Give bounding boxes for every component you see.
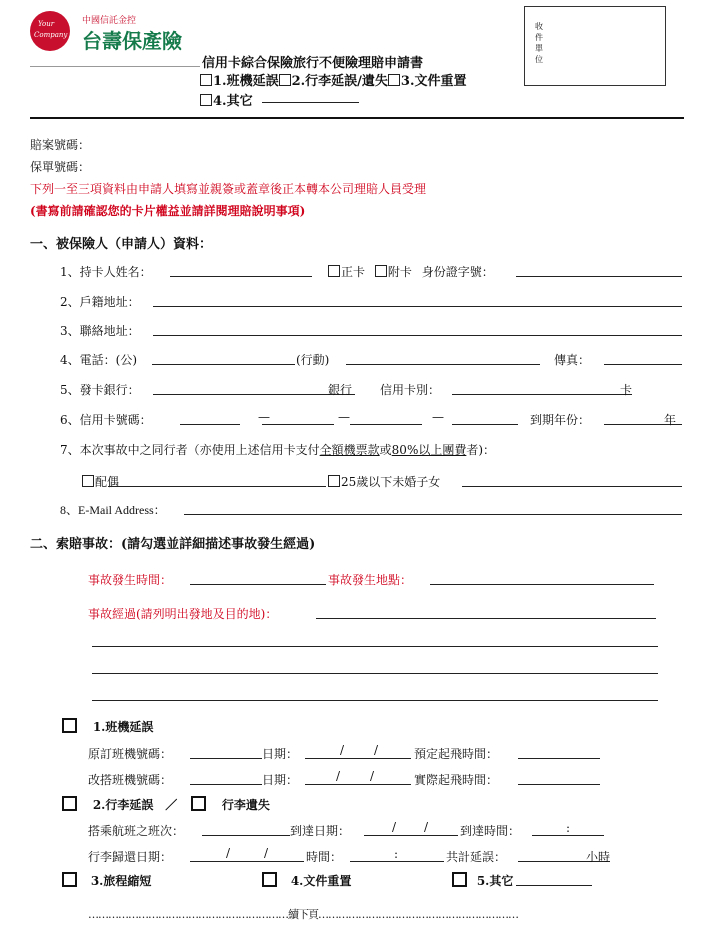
incident-time-label: 事故發生時間： <box>88 573 173 587</box>
arrival-time-field[interactable] <box>532 835 604 836</box>
card-number-dash-1: — <box>258 410 270 424</box>
incident-process-field-2[interactable] <box>92 646 658 647</box>
registered-address-label: 2、戶籍地址： <box>60 295 140 309</box>
arrival-time-label: 到達時間： <box>460 824 521 838</box>
baggage-delay-title: 2.行李延誤 <box>92 798 154 812</box>
continued-next-page: ……………………………………………………續下頁…………………………………………………… <box>88 908 518 921</box>
spouse-checkbox[interactable] <box>82 475 94 487</box>
children-option <box>328 473 440 490</box>
actual-departure-field[interactable] <box>518 784 600 785</box>
logo-text-line2: Company <box>34 31 68 39</box>
arrival-date-field[interactable] <box>364 835 458 836</box>
flight-delay-section <box>62 718 153 735</box>
card-number-dash-3: — <box>432 410 444 424</box>
document-replacement-option <box>262 872 351 889</box>
alternate-date-field[interactable] <box>305 784 411 785</box>
mobile-phone-field[interactable] <box>346 364 540 365</box>
baggage-lost-title: 行李遺失 <box>221 798 270 812</box>
notice-reminder: (書寫前請確認您的卡片權益並請詳閱理賠說明事項) <box>30 204 306 218</box>
scheduled-departure-label: 預定起飛時間： <box>414 747 499 761</box>
trip-shortened-checkbox[interactable] <box>62 872 77 887</box>
alternate-date-label: 日期： <box>262 773 299 787</box>
hours-suffix: 小時 <box>586 850 611 864</box>
option-other-label: 4.其它 <box>213 94 253 109</box>
children-checkbox[interactable] <box>328 475 340 487</box>
company-group-name: 中國信託金控 <box>82 16 137 26</box>
original-flight-label: 原訂班機號碼： <box>88 747 173 761</box>
issuing-bank-label: 5、發卡銀行： <box>60 383 140 397</box>
id-number-label: 身份證字號： <box>421 265 494 279</box>
company-name: 台壽保產險 <box>82 29 182 53</box>
children-label: 25歲以下未婚子女 <box>341 475 441 489</box>
section2-title: 二、索賠事故：(請勾選並詳細描述事故發生經過) <box>30 537 316 552</box>
primary-card-checkbox[interactable] <box>328 265 340 277</box>
return-time-field[interactable] <box>350 861 444 862</box>
spouse-label: 配偶 <box>95 475 120 489</box>
mobile-phone-label: (行動) <box>296 353 330 367</box>
notice-text: 下列一至三項資料由申請人填寫並親簽或蓋章後正本轉本公司理賠人員受理 <box>30 182 427 196</box>
other-field[interactable] <box>516 885 592 886</box>
primary-card-label: 正卡 <box>341 265 366 279</box>
year-suffix: 年 <box>664 413 677 427</box>
card-number-dash-2: — <box>338 410 350 424</box>
arrival-date-slash-2: / <box>424 820 429 834</box>
receipt-stamp-box <box>524 6 666 86</box>
fax-field[interactable] <box>604 364 682 365</box>
incident-process-field-3[interactable] <box>92 673 658 674</box>
other-option <box>452 872 513 889</box>
original-date-slash-2: / <box>374 743 379 757</box>
option-document-checkbox[interactable] <box>388 74 400 86</box>
flight-number-label: 搭乘航班之班次： <box>88 824 185 838</box>
card-suffix: 卡 <box>620 383 633 397</box>
office-phone-label: 4、電話：(公) <box>60 353 137 367</box>
actual-departure-label: 實際起飛時間： <box>414 773 499 787</box>
form-title: 信用卡綜合保險旅行不便險理賠申請書 <box>202 56 424 71</box>
receipt-stamp-label: 收 件 單 位 <box>535 22 543 64</box>
card-number-field-2[interactable] <box>262 424 334 425</box>
supplementary-card-label: 附卡 <box>387 265 412 279</box>
card-category-label: 信用卡別： <box>380 383 441 397</box>
total-delay-label: 共計延誤： <box>446 850 507 864</box>
claim-type-options <box>200 70 466 89</box>
email-label: 8、E-Mail Address： <box>60 503 166 517</box>
arrival-date-slash-1: / <box>392 820 397 834</box>
flight-delay-title: 1.班機延誤 <box>92 720 154 734</box>
arrival-time-colon: : <box>566 821 571 835</box>
baggage-delay-checkbox[interactable] <box>62 796 77 811</box>
arrival-date-label: 到達日期： <box>290 824 351 838</box>
option-flight-delay-checkbox[interactable] <box>200 74 212 86</box>
flight-delay-checkbox[interactable] <box>62 718 77 733</box>
card-type-choice <box>328 263 494 280</box>
other-checkbox[interactable] <box>452 872 467 887</box>
trip-shortened-option <box>62 872 151 889</box>
option-other-row <box>200 90 253 109</box>
expiry-year-label: 到期年份： <box>530 413 591 427</box>
cardholder-name-label: 1、持卡人姓名： <box>60 265 152 279</box>
option-baggage-label: 2.行李延誤/遺失 <box>291 74 388 89</box>
return-date-label: 行李歸還日期： <box>88 850 173 864</box>
policy-number-label: 保單號碼： <box>30 160 91 174</box>
baggage-lost-checkbox[interactable] <box>191 796 206 811</box>
original-date-field[interactable] <box>305 758 411 759</box>
document-replacement-label: 4.文件重置 <box>290 874 352 888</box>
office-phone-field[interactable] <box>152 364 295 365</box>
claim-number-label: 賠案號碼： <box>30 138 91 152</box>
incident-process-field-1[interactable] <box>316 618 656 619</box>
scheduled-departure-field[interactable] <box>518 758 600 759</box>
option-other-blank[interactable] <box>262 102 359 103</box>
option-flight-delay-label: 1.班機延誤 <box>213 74 279 89</box>
original-flight-field[interactable] <box>190 758 262 759</box>
return-time-colon: : <box>394 847 399 861</box>
fax-label: 傳真： <box>554 353 591 367</box>
option-other-checkbox[interactable] <box>200 94 212 106</box>
spouse-option <box>82 473 119 490</box>
option-document-label: 3.文件重置 <box>400 74 467 89</box>
supplementary-card-checkbox[interactable] <box>375 265 387 277</box>
original-date-slash-1: / <box>340 743 345 757</box>
card-number-field-4[interactable] <box>452 424 518 425</box>
incident-place-label: 事故發生地點： <box>328 573 413 587</box>
alternate-flight-field[interactable] <box>190 784 262 785</box>
card-number-field-1[interactable] <box>180 424 240 425</box>
header-separator <box>30 117 684 119</box>
bank-suffix: 銀行 <box>328 383 353 397</box>
trip-shortened-label: 3.旅程縮短 <box>90 874 152 888</box>
return-time-label: 時間： <box>306 850 343 864</box>
alternate-date-slash-2: / <box>370 769 375 783</box>
children-field[interactable] <box>462 486 682 487</box>
document-replacement-checkbox[interactable] <box>262 872 277 887</box>
registered-address-field[interactable] <box>153 306 682 307</box>
contact-address-label: 3、聯絡地址： <box>60 324 140 338</box>
incident-process-label: 事故經過(請列明出發地及目的地)： <box>88 607 278 621</box>
flight-number-field[interactable] <box>202 835 290 836</box>
logo-text-line1: Your <box>38 20 55 28</box>
baggage-section <box>62 796 270 813</box>
option-baggage-checkbox[interactable] <box>279 74 291 86</box>
baggage-separator: ／ <box>165 798 178 812</box>
email-field[interactable] <box>184 514 682 515</box>
card-number-field-3[interactable] <box>350 424 422 425</box>
company-logo <box>30 11 70 51</box>
card-category-field[interactable] <box>452 394 632 395</box>
incident-place-field[interactable] <box>430 584 654 585</box>
section1-title: 一、被保險人（申請人）資料： <box>30 237 213 252</box>
incident-time-field[interactable] <box>190 584 326 585</box>
return-date-slash-1: / <box>226 846 231 860</box>
return-date-field[interactable] <box>190 861 304 862</box>
spouse-field[interactable] <box>108 486 326 487</box>
contact-address-field[interactable] <box>153 335 682 336</box>
original-date-label: 日期： <box>262 747 299 761</box>
incident-process-field-4[interactable] <box>92 700 658 701</box>
cardholder-name-field[interactable] <box>170 276 312 277</box>
id-number-field[interactable] <box>516 276 682 277</box>
issuing-bank-field[interactable] <box>153 394 355 395</box>
alternate-date-slash-1: / <box>336 769 341 783</box>
return-date-slash-2: / <box>264 846 269 860</box>
logo-divider <box>30 66 200 67</box>
companion-label: 7、本次事故中之同行者（亦使用上述信用卡支付全額機票款或80%以上團費者)： <box>60 443 496 457</box>
other-label: 5.其它 <box>476 874 514 888</box>
alternate-flight-label: 改搭班機號碼： <box>88 773 173 787</box>
card-number-label: 6、信用卡號碼： <box>60 413 152 427</box>
